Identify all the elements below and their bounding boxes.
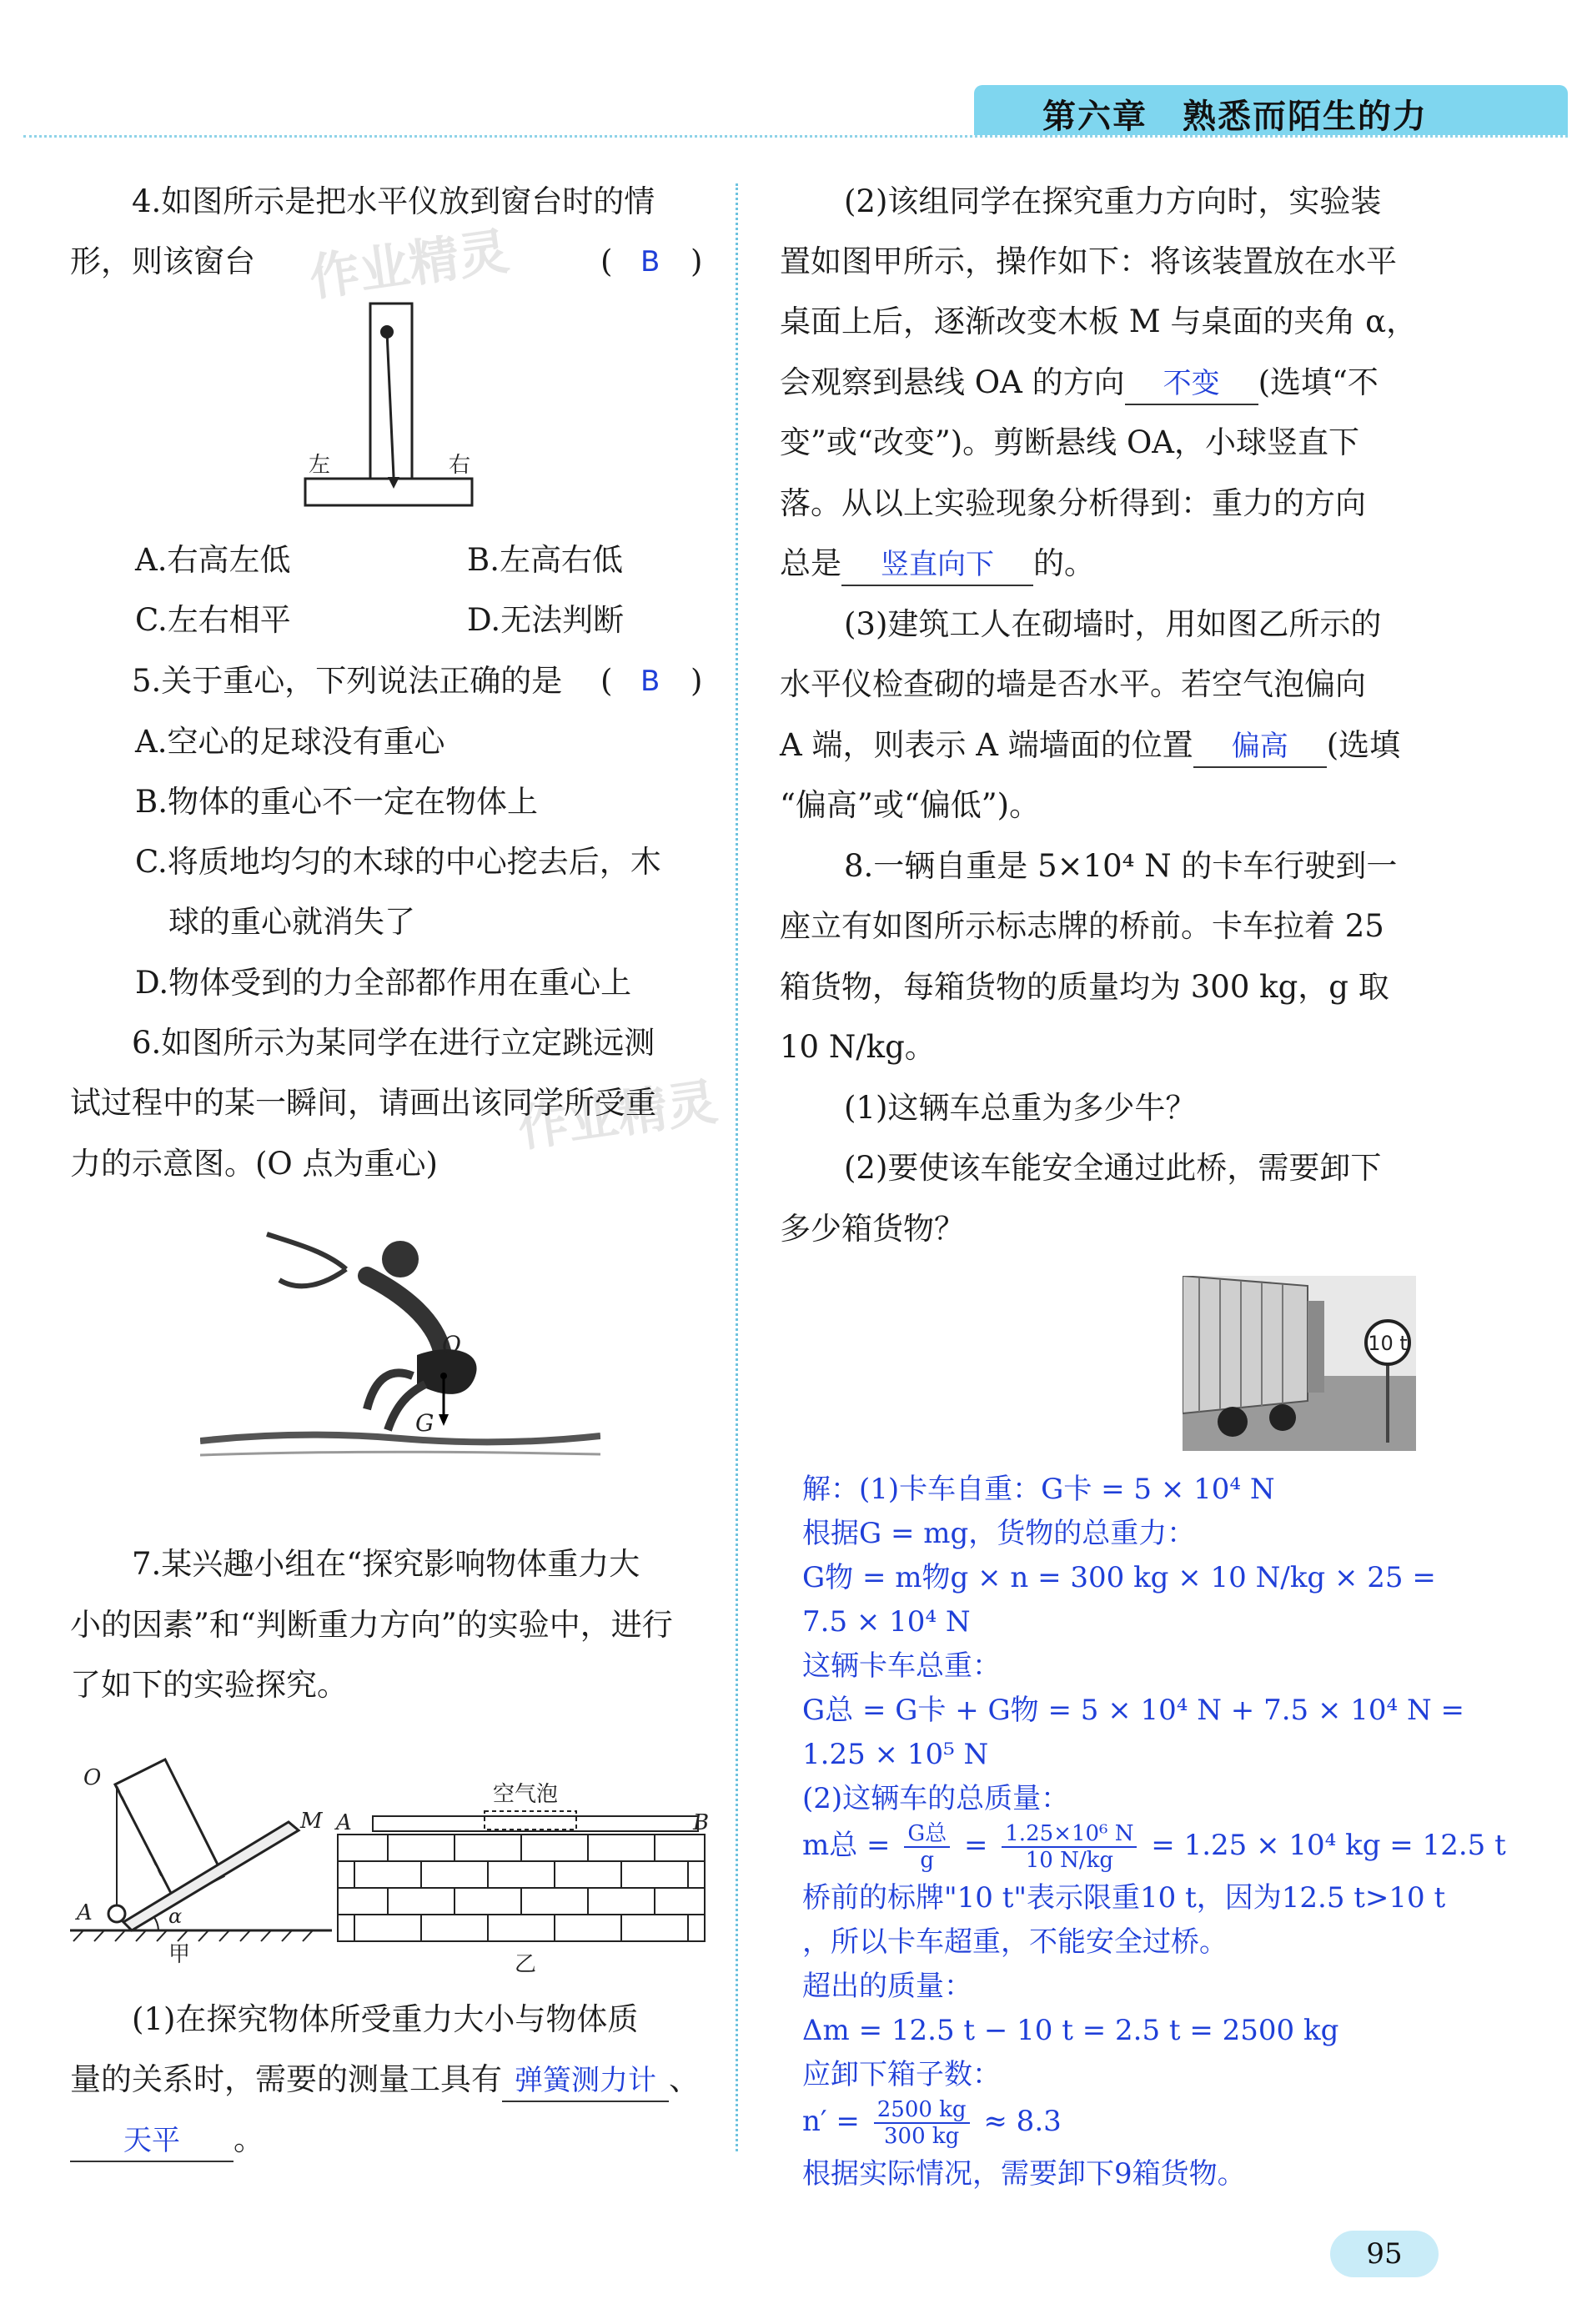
header-divider — [23, 135, 1568, 138]
solution-line: 桥前的标牌"10 t"表示限重10 t，因为12.5 t>10 t — [802, 1881, 1446, 1915]
brick-wall — [338, 1835, 705, 1941]
q7-p3-line4: “偏高”或“偏低”)。 — [780, 787, 1041, 823]
q7-p1-line1: (1)在探究物体所受重力大小与物体质 — [132, 2001, 639, 2037]
q8-line1: 8.一辆自重是 5×10⁴ N 的卡车行驶到一 — [844, 848, 1398, 884]
q5-paren-close: ) — [691, 663, 703, 699]
watermark: 作业精灵 — [514, 1072, 721, 1159]
chapter-title: 第六章 熟悉而陌生的力 — [1042, 98, 1428, 136]
q5-stem: 5.关于重心，下列说法正确的是 — [132, 663, 563, 699]
page-number: 95 — [1330, 2231, 1439, 2277]
q7-line2: 小的因素”和“判断重力方向”的实验中，进行 — [70, 1607, 673, 1643]
q7-p3-line1: (3)建筑工人在砌墙时，用如图乙所示的 — [844, 606, 1382, 642]
q6-line2: 试过程中的某一瞬间，请画出该同学所受重 — [70, 1085, 656, 1121]
label-bubble: 空气泡 — [493, 1782, 559, 1807]
wheel2 — [1269, 1404, 1296, 1431]
q7-p1-sep: 、 — [669, 2061, 700, 2097]
label-jia: 甲 — [168, 1942, 191, 1967]
q7-p2-answer1: 不变 — [1125, 364, 1258, 405]
q7-p1-line2 — [70, 2060, 700, 2102]
solution-line: 根据实际情况，需要卸下9箱货物。 — [802, 2157, 1246, 2191]
q8-truck-photo — [1183, 1276, 1416, 1451]
q7-figure-jia — [65, 1751, 340, 1968]
q7-p1-answer1: 弹簧测力计 — [502, 2060, 669, 2102]
label-o: O — [442, 1331, 461, 1358]
q5-option-d: D.物体受到的力全部都作用在重心上 — [135, 965, 632, 1001]
mass-lhs: m总 = — [802, 1829, 891, 1862]
q7-p2-line1: (2)该组同学在探究重力方向时，实验装 — [844, 183, 1382, 219]
q4-stem-line2: 形，则该窗台 — [70, 243, 255, 279]
q8-line3: 箱货物，每箱货物的质量均为 300 kg，g 取 — [780, 969, 1389, 1005]
solution-line: 这辆卡车总重： — [802, 1649, 1001, 1683]
solution-line: 解：(1)卡车自重：G卡 = 5 × 10⁴ N — [802, 1473, 1275, 1506]
solution-line: 应卸下箱子数： — [802, 2058, 1001, 2091]
q7-p2-line6: 落。从以上实验现象分析得到：重力的方向 — [780, 485, 1366, 521]
q8-sub2-line2: 多少箱货物？ — [780, 1211, 965, 1247]
q7-p2-line4 — [780, 363, 1379, 405]
arm-back — [279, 1269, 346, 1286]
q4-option-a: A.右高左低 — [135, 542, 291, 578]
q4-level-figure — [300, 300, 484, 517]
q4-option-c: C.左右相平 — [135, 602, 291, 638]
q8-line2: 座立有如图所示标志牌的桥前。卡车拉着 25 — [780, 908, 1384, 944]
solution-line: 根据G = mg，货物的总重力： — [802, 1517, 1196, 1550]
q5-answer: B — [640, 665, 660, 698]
solution-line: 1.25 × 10⁵ N — [802, 1738, 989, 1771]
fraction-values — [1002, 1821, 1137, 1873]
q8-line4: 10 N/kg。 — [780, 1029, 936, 1065]
q7-p2-line4-post: (选填“不 — [1258, 364, 1379, 400]
sill-base — [305, 479, 472, 505]
q7-line3: 了如下的实验探究。 — [70, 1667, 348, 1703]
q7-p1-answer2: 天平 — [70, 2121, 234, 2162]
solution-block — [802, 1468, 1553, 2196]
q7-p1-line2-text: 量的关系时，需要的测量工具有 — [70, 2061, 502, 2097]
q7-p2-line5: 变”或“改变”)。剪断悬线 OA，小球竖直下 — [780, 424, 1359, 460]
plumb-line — [387, 332, 394, 477]
q4-answer: B — [640, 245, 660, 279]
solution-line-mass — [802, 1821, 1553, 1876]
label-b2: B — [693, 1810, 710, 1835]
solution-line: (2)这辆车的总质量： — [802, 1782, 1070, 1815]
q4-paren-open: ( — [600, 243, 613, 279]
arm-up — [267, 1234, 346, 1269]
solution-line: G物 = m物g × n = 300 kg × 10 N/kg × 25 = — [802, 1561, 1436, 1594]
solution-line: G总 = G卡 + G物 = 5 × 10⁴ N + 7.5 × 10⁴ N = — [802, 1694, 1465, 1727]
label-o: O — [83, 1765, 102, 1790]
label-m: M — [300, 1809, 323, 1834]
q5-paren-open: ( — [600, 663, 613, 699]
frac-den: g — [920, 1848, 935, 1873]
n-lhs: n′ = — [802, 2105, 860, 2138]
level-bubble — [485, 1811, 576, 1830]
label-alpha: α — [168, 1905, 183, 1928]
column-divider — [736, 183, 738, 2151]
q7-p2-line7 — [780, 544, 1095, 586]
q7-p3-line3-pre: A 端，则表示 A 端墙面的位置 — [780, 727, 1193, 763]
board-m — [123, 1822, 299, 1930]
frac-num: 2500 kg — [874, 2097, 970, 2124]
fraction-g-over-g — [904, 1821, 950, 1873]
frac-den: 10 N/kg — [1025, 1848, 1113, 1873]
q4-stem-line1: 4.如图所示是把水平仪放到窗台时的情 — [132, 183, 655, 219]
q7-p2-line7-post: 的。 — [1033, 545, 1095, 581]
q7-p1-line3 — [70, 2120, 264, 2162]
q7-p3-line3 — [780, 725, 1400, 768]
truck-cab — [1308, 1301, 1324, 1393]
solution-line-boxes — [802, 2097, 1553, 2152]
q7-p3-line2: 水平仪检查砌的墙是否水平。若空气泡偏向 — [780, 666, 1366, 702]
solution-line: ，所以卡车超重，不能安全过桥。 — [802, 1925, 1228, 1959]
q7-p3-line3-post: (选填 — [1326, 727, 1401, 763]
hatching — [73, 1930, 313, 1941]
head — [382, 1241, 419, 1277]
q7-p3-answer: 偏高 — [1193, 726, 1327, 768]
solution-line: 7.5 × 10⁴ N — [802, 1605, 971, 1639]
torso — [367, 1276, 442, 1351]
label-left: 左 — [309, 453, 331, 478]
wheel1 — [1218, 1407, 1248, 1437]
label-right: 右 — [449, 453, 471, 478]
equals: = — [963, 1829, 988, 1862]
truck-box — [1183, 1276, 1308, 1413]
label-a2: A — [336, 1810, 352, 1835]
q4-paren-close: ) — [691, 243, 703, 279]
frac-num: G总 — [904, 1821, 950, 1848]
solution-line: 超出的质量： — [802, 1970, 972, 2003]
sign-text: 10 t — [1368, 1332, 1408, 1355]
label-g: G — [415, 1409, 434, 1437]
q6-line3: 力的示意图。(O 点为重心) — [70, 1146, 438, 1182]
q8-sub1: (1)这辆车总重为多少牛？ — [844, 1090, 1197, 1126]
q7-p2-line2: 置如图甲所示，操作如下：将该装置放在水平 — [780, 243, 1397, 279]
q6-long-jump-figure — [200, 1217, 600, 1484]
ball-a — [108, 1905, 125, 1922]
q7-p1-end: 。 — [234, 2121, 264, 2157]
angle-arc — [153, 1916, 158, 1930]
ground-shadow — [200, 1452, 600, 1455]
n-result: ≈ 8.3 — [983, 2105, 1062, 2138]
q4-option-b: B.左高右低 — [467, 542, 623, 578]
ground — [200, 1435, 600, 1443]
label-a: A — [77, 1900, 93, 1925]
q7-p2-answer2: 竖直向下 — [841, 545, 1033, 586]
q5-option-a: A.空心的足球没有重心 — [135, 724, 445, 760]
frac-num: 1.25×10⁶ N — [1002, 1821, 1137, 1848]
q5-option-b: B.物体的重心不一定在物体上 — [135, 784, 538, 820]
q7-line1: 7.某兴趣小组在“探究影响物体重力大 — [132, 1546, 640, 1582]
frac-den: 300 kg — [884, 2124, 960, 2149]
mass-result: = 1.25 × 10⁴ kg = 12.5 t — [1151, 1829, 1506, 1862]
solution-line: Δm = 12.5 t − 10 t = 2.5 t = 2500 kg — [802, 2014, 1339, 2047]
q7-p2-line3: 桌面上后，逐渐改变木板 M 与桌面的夹角 α， — [780, 304, 1418, 339]
q7-figure-yi — [329, 1776, 721, 1976]
fraction-boxes — [874, 2097, 970, 2149]
watermark: 作业精灵 — [305, 222, 513, 309]
label-yi: 乙 — [515, 1952, 537, 1976]
gravity-arrow-head — [439, 1414, 449, 1426]
q4-option-d: D.无法判断 — [467, 602, 625, 638]
q5-option-c-line2: 球的重心就消失了 — [168, 904, 415, 940]
q8-sub2-line1: (2)要使该车能安全通过此桥，需要卸下 — [844, 1150, 1382, 1186]
q7-p2-line7-pre: 总是 — [780, 545, 841, 581]
q7-p2-line4-pre: 会观察到悬线 OA 的方向 — [780, 364, 1125, 400]
q5-option-c-line1: C.将质地均匀的木球的中心挖去后，木 — [135, 844, 661, 880]
q6-line1: 6.如图所示为某同学在进行立定跳远测 — [132, 1025, 655, 1061]
